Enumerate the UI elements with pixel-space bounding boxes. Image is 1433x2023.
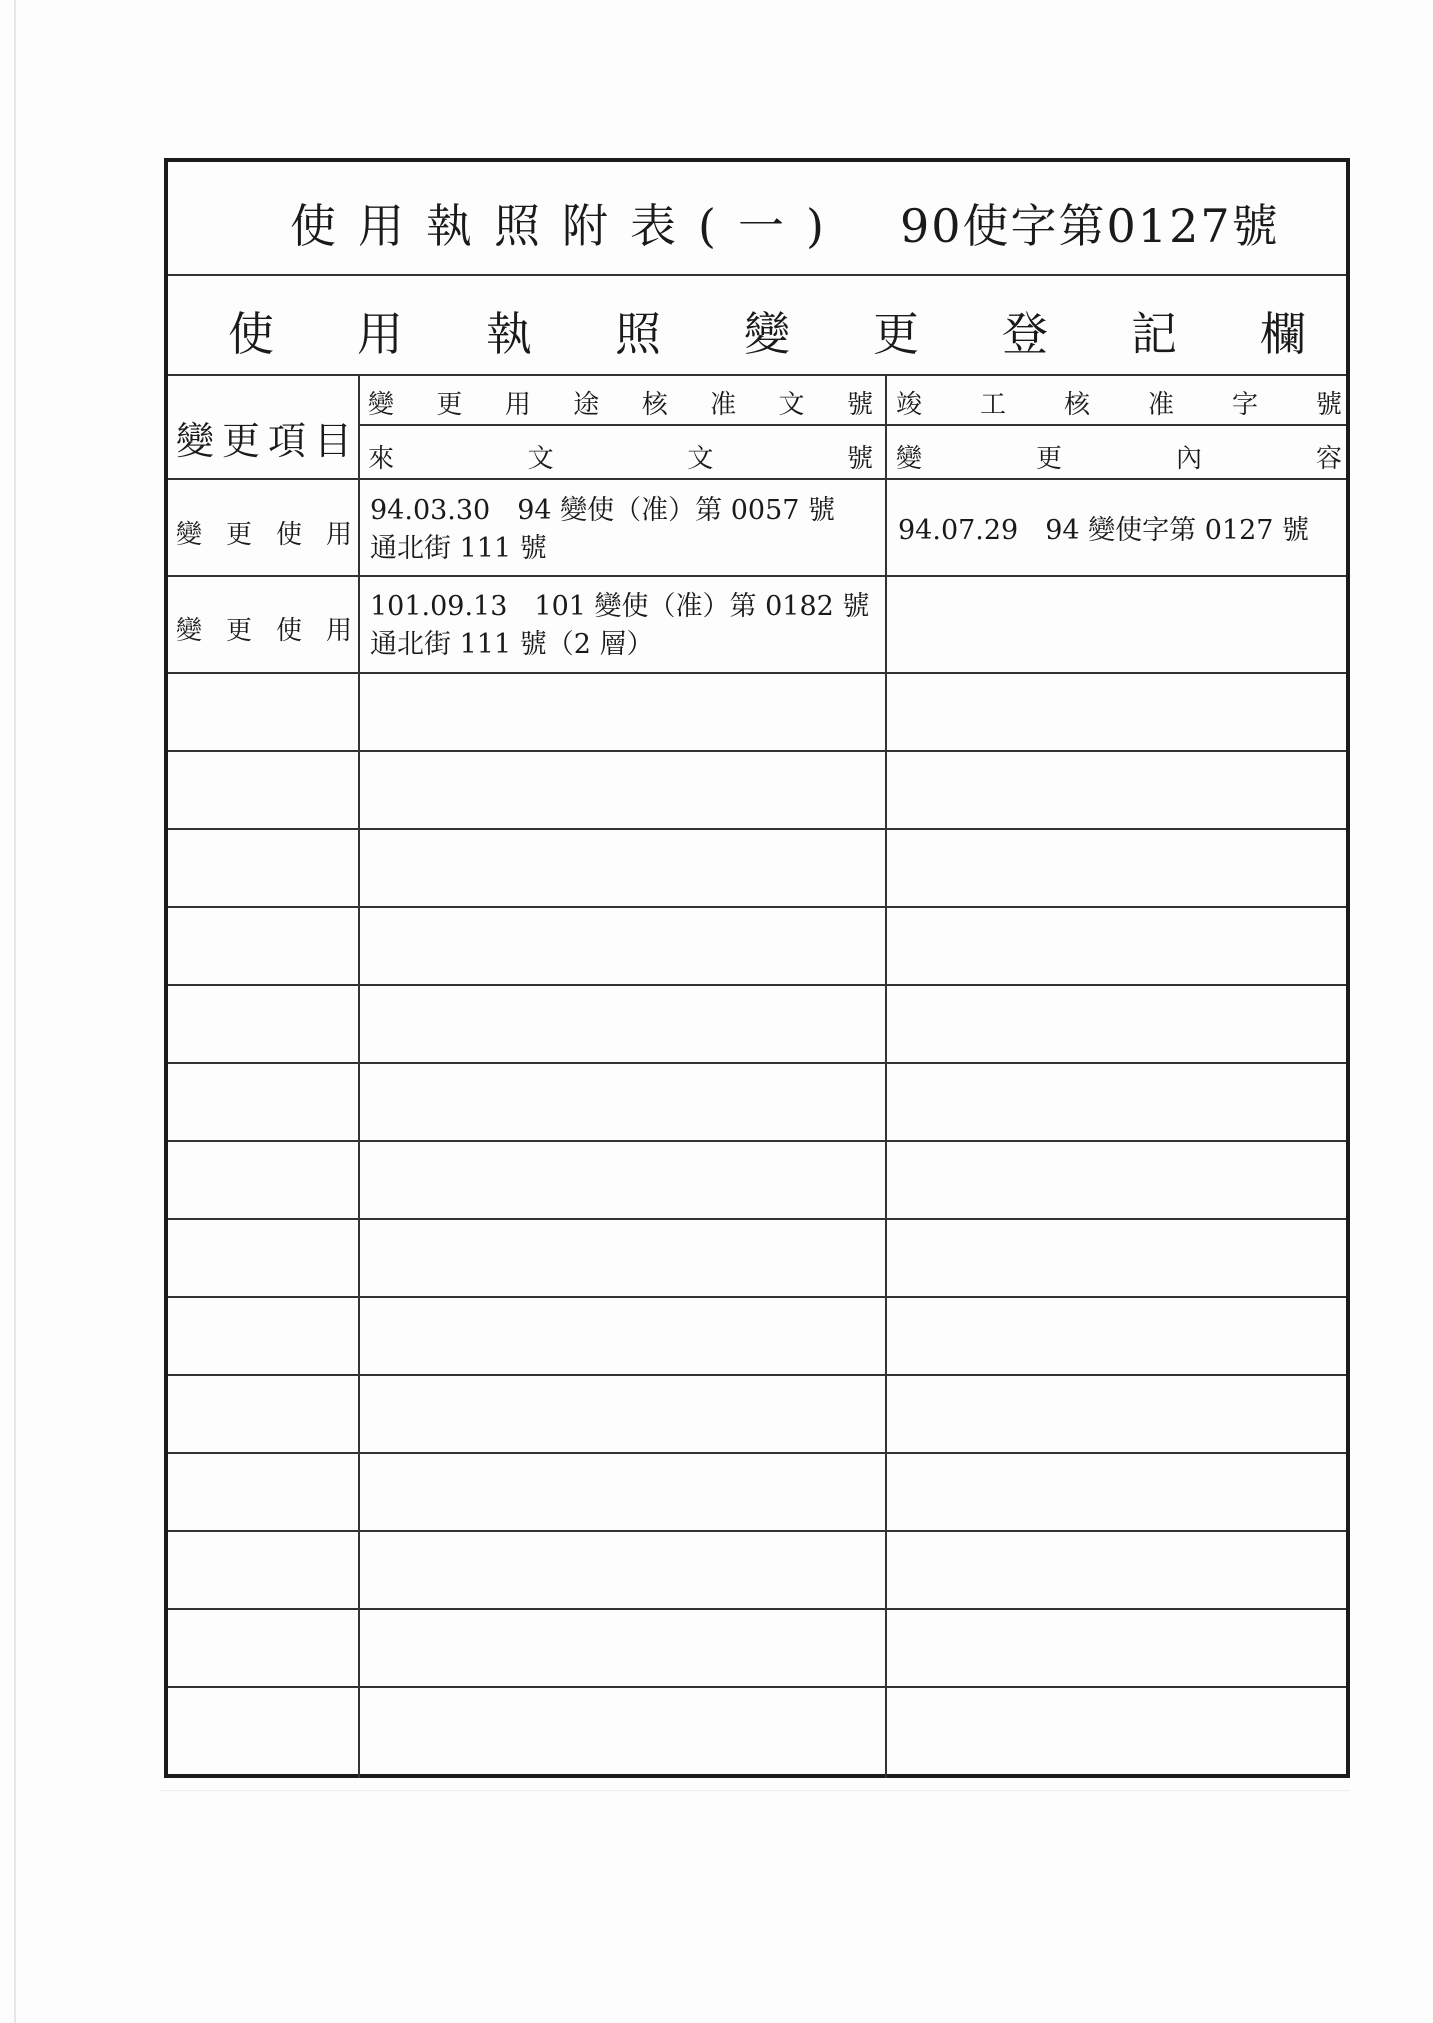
incoming-doc-header: 來 文 文 號 bbox=[368, 444, 873, 474]
item-header: 變 更 項 目 bbox=[176, 419, 352, 463]
column-divider bbox=[358, 374, 360, 1778]
heading-char: 更 bbox=[873, 307, 919, 361]
row-divider bbox=[168, 1062, 1346, 1064]
row-divider bbox=[168, 1608, 1346, 1610]
change-content-header: 變 更 內 容 bbox=[896, 444, 1342, 474]
row-divider bbox=[168, 828, 1346, 830]
row-divider bbox=[168, 575, 1346, 577]
row-2-item: 變 更 使 用 bbox=[176, 616, 352, 646]
heading-char: 變 bbox=[744, 307, 790, 361]
page-title: 使用執照附表(一) bbox=[290, 199, 846, 253]
row-divider bbox=[168, 1140, 1346, 1142]
page-edge bbox=[14, 0, 16, 2023]
approval-doc-header: 變 更 用 途 核 准 文 號 bbox=[368, 390, 873, 420]
row-divider bbox=[168, 1686, 1346, 1688]
completion-header: 竣 工 核 准 字 號 bbox=[896, 390, 1342, 420]
title-row bbox=[168, 162, 1346, 276]
row-1-item: 變 更 使 用 bbox=[176, 520, 352, 550]
row-1-doc: 94.03.30 94 變使（准）第 0057 號 通北街 111 號 bbox=[370, 495, 836, 564]
row-divider bbox=[168, 1530, 1346, 1532]
row-2-doc: 101.09.13 101 變使（准）第 0182 號 通北街 111 號（2 層） bbox=[370, 591, 870, 660]
heading-char: 照 bbox=[615, 307, 661, 361]
section-heading bbox=[168, 274, 1346, 376]
license-table bbox=[164, 158, 1350, 1778]
heading-char: 執 bbox=[486, 307, 532, 361]
row-divider bbox=[168, 1374, 1346, 1376]
row-divider bbox=[168, 906, 1346, 908]
heading-char: 使 bbox=[228, 307, 274, 361]
heading-char: 登 bbox=[1002, 307, 1048, 361]
bleed-through-area bbox=[160, 1790, 1350, 1861]
header-divider bbox=[358, 424, 1346, 426]
row-divider bbox=[168, 1296, 1346, 1298]
heading-char: 用 bbox=[357, 307, 403, 361]
row-divider bbox=[168, 1452, 1346, 1454]
column-divider bbox=[885, 374, 887, 1778]
heading-char: 欄 bbox=[1260, 307, 1306, 361]
heading-char: 記 bbox=[1131, 307, 1177, 361]
row-divider bbox=[168, 672, 1346, 674]
row-divider bbox=[168, 750, 1346, 752]
row-divider bbox=[168, 1218, 1346, 1220]
row-divider bbox=[168, 478, 1346, 480]
license-number: 90使字第0127號 bbox=[900, 199, 1280, 253]
row-divider bbox=[168, 984, 1346, 986]
row-1-completion: 94.07.29 94 變使字第 0127 號 bbox=[898, 515, 1310, 546]
